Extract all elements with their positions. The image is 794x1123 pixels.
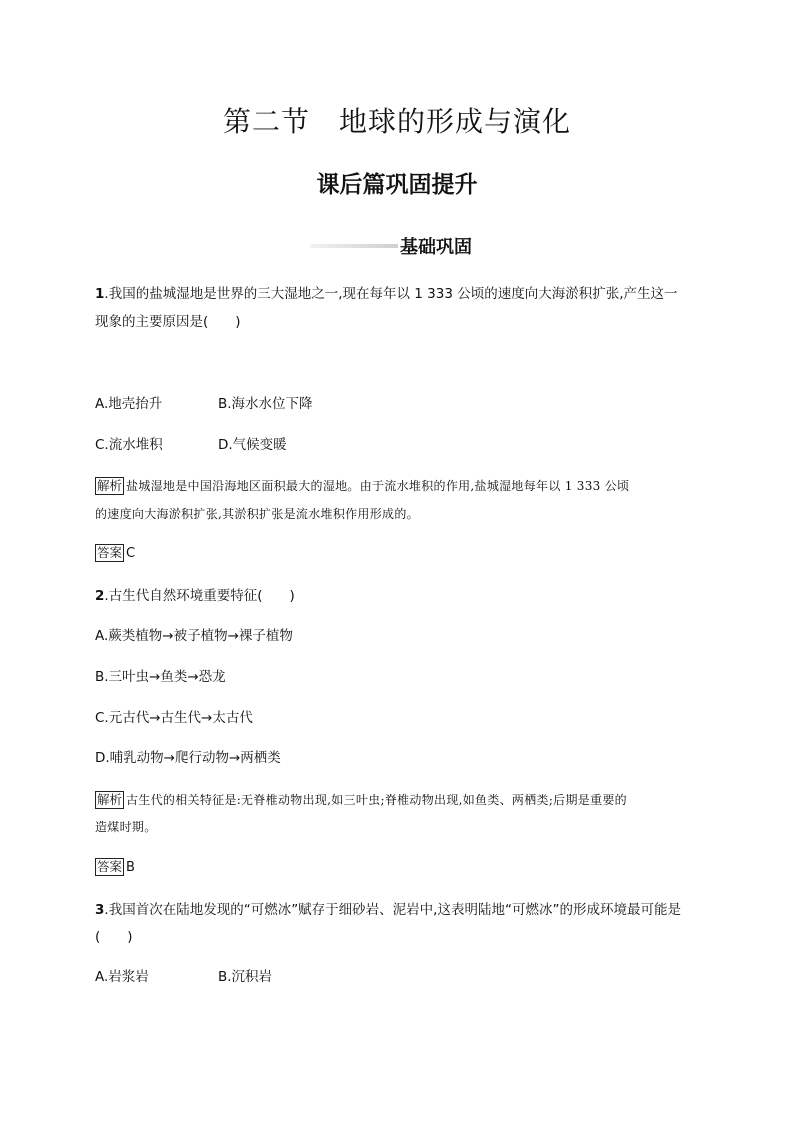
section-decoration-bar xyxy=(310,244,398,248)
option-b: B.沉积岩 xyxy=(218,969,273,985)
analysis-text: 古生代的相关特征是:无脊椎动物出现,如三叶虫;脊椎动物出现,如鱼类、两栖类;后期是重要的 xyxy=(126,793,627,807)
answer-tag: 答案 xyxy=(97,545,123,560)
analysis-tag: 解析 xyxy=(97,792,123,807)
question-1-analysis xyxy=(95,476,629,496)
question-number: 3 xyxy=(95,902,105,918)
question-1-stem xyxy=(95,284,678,304)
question-text: .古生代自然环境重要特征( ) xyxy=(104,588,295,604)
question-text: .我国的盐城湿地是世界的三大湿地之一,现在每年以 1 333 公顷的速度向大海淤积扩张,产生这一 xyxy=(104,286,678,302)
question-3-stem-cont: ( ) xyxy=(95,929,133,945)
answer-value: B xyxy=(126,860,135,875)
question-2-analysis-cont: 造煤时期。 xyxy=(95,820,157,834)
question-number: 2 xyxy=(95,588,105,604)
question-1-options-row-1 xyxy=(95,394,162,414)
option-a: A.地壳抬升 xyxy=(95,396,163,412)
section-header xyxy=(310,232,472,260)
analysis-tag: 解析 xyxy=(97,478,123,493)
question-1-stem-cont: 现象的主要原因是( ) xyxy=(95,314,241,330)
section-label: 基础巩固 xyxy=(400,237,472,258)
option-b: B.三叶虫→鱼类→恐龙 xyxy=(95,669,226,685)
question-text: .我国首次在陆地发现的“可燃冰”赋存于细砂岩、泥岩中,这表明陆地“可燃冰”的形成环境最可能是 xyxy=(104,902,681,918)
analysis-text: 盐城湿地是中国沿海地区面积最大的湿地。由于流水堆积的作用,盐城湿地每年以 1 333 公顷 xyxy=(126,479,630,493)
question-2-analysis xyxy=(95,790,627,810)
question-number: 1 xyxy=(95,286,105,302)
question-2-stem xyxy=(95,586,295,606)
option-d: D.哺乳动物→爬行动物→两栖类 xyxy=(95,750,281,766)
option-b: B.海水水位下降 xyxy=(218,396,313,412)
option-d: D.气候变暖 xyxy=(218,437,287,453)
answer-tag: 答案 xyxy=(97,859,123,874)
question-1-analysis-cont: 的速度向大海淤积扩张,其淤积扩张是流水堆积作用形成的。 xyxy=(95,507,419,521)
answer-value: C xyxy=(126,546,136,561)
option-c: C.元古代→古生代→太古代 xyxy=(95,710,253,726)
question-1-answer xyxy=(95,544,135,564)
page-subtitle: 课后篇巩固提升 xyxy=(316,171,478,198)
option-c: C.流水堆积 xyxy=(95,437,163,453)
option-a: A.蕨类植物→被子植物→裸子植物 xyxy=(95,628,293,644)
option-a: A.岩浆岩 xyxy=(95,969,149,985)
question-3-stem xyxy=(95,900,681,920)
page-title: 第二节 地球的形成与演化 xyxy=(222,105,571,138)
question-2-answer xyxy=(95,858,135,878)
